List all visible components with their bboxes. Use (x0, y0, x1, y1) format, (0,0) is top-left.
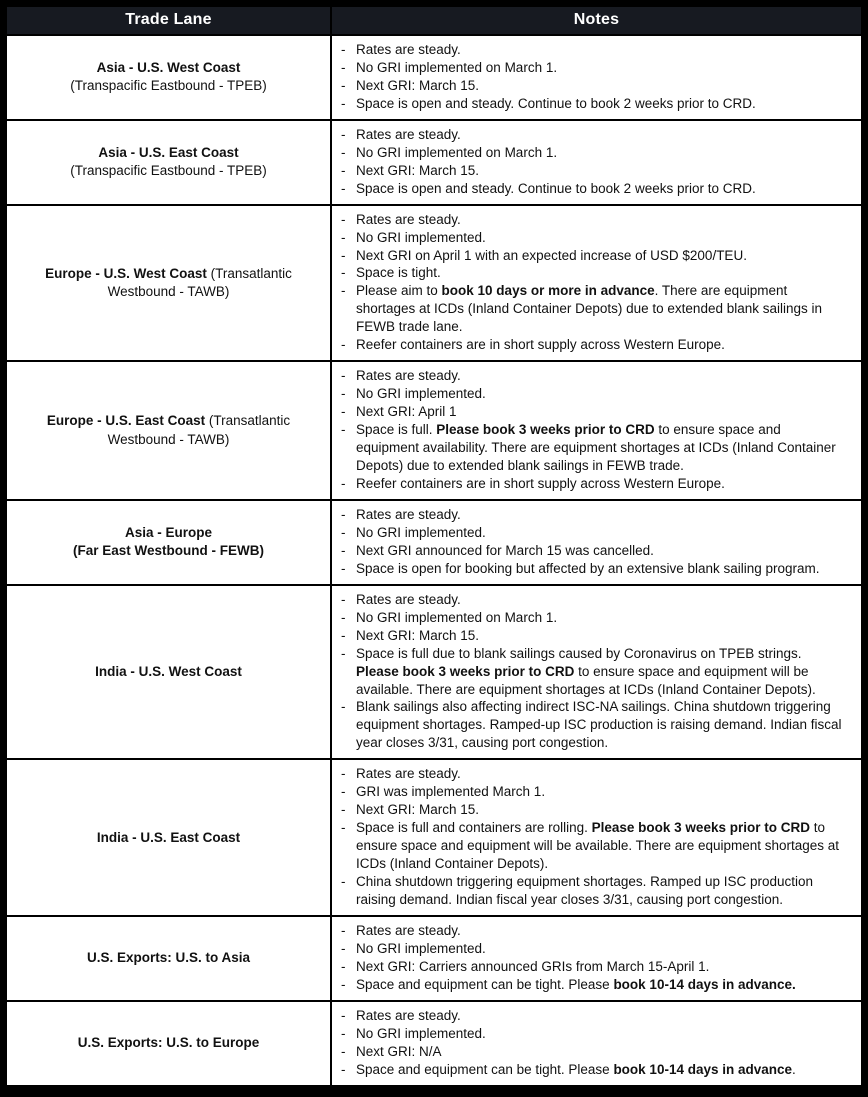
text: Reefer containers are in short supply across Western Europe. (356, 337, 725, 353)
note-item (341, 144, 847, 162)
notes-cell (331, 361, 862, 500)
table-row (6, 759, 862, 916)
notes-cell (331, 759, 862, 916)
note-item (341, 873, 847, 909)
note-text (356, 765, 847, 783)
note-text (356, 524, 847, 542)
trade-lane-title-line (29, 663, 308, 681)
trade-lane-cell (6, 500, 331, 585)
notes-cell (331, 585, 862, 760)
note-text (356, 41, 847, 59)
note-text (356, 922, 847, 940)
note-bullet: - (341, 1007, 346, 1023)
note-text (356, 180, 847, 198)
note-text (356, 144, 847, 162)
note-item (341, 367, 847, 385)
bold-text: book 10-14 days in advance. (613, 976, 796, 992)
note-item (341, 591, 847, 609)
column-header-trade-lane: Trade Lane (6, 6, 331, 35)
note-text (356, 403, 847, 421)
trade-lane-cell (6, 585, 331, 760)
text: Please aim to (356, 283, 442, 299)
note-bullet: - (341, 1043, 346, 1059)
notes-cell (331, 916, 862, 1001)
note-text (356, 542, 847, 560)
note-bullet: - (341, 337, 346, 353)
bold-text: Please book 3 weeks prior to CRD (436, 422, 655, 438)
note-text (356, 336, 847, 354)
note-item (341, 403, 847, 421)
note-bullet: - (341, 874, 346, 890)
bold-text: U.S. Exports: U.S. to Europe (77, 1035, 260, 1051)
note-bullet: - (341, 42, 346, 57)
note-item (341, 41, 847, 59)
trade-lane-title-line (29, 524, 308, 542)
note-bullet: - (341, 506, 346, 522)
bold-text: U.S. Exports: U.S. to Asia (86, 950, 251, 966)
bold-text: Please book 3 weeks prior to CRD (591, 820, 810, 836)
note-item (341, 475, 847, 493)
table-header (6, 6, 862, 35)
note-text (356, 367, 847, 385)
trade-lane-cell (6, 120, 331, 205)
note-text (356, 1007, 847, 1025)
note-text (356, 247, 847, 265)
note-bullet: - (341, 524, 346, 540)
text: Next GRI on April 1 with an expected increase of USD $200/TEU. (356, 247, 747, 263)
note-item (341, 336, 847, 354)
note-item (341, 645, 847, 699)
note-text (356, 1025, 847, 1043)
trade-lane-title-line (29, 144, 308, 162)
note-bullet: - (341, 940, 346, 956)
text: to ensure space and equipment availability. There are equipment shortages at ICDs (Inland Container Depots) due to extended blank sailings in FEWB trade. (356, 422, 836, 474)
note-item (341, 922, 847, 940)
note-item (341, 627, 847, 645)
text: China shutdown triggering equipment shortages. Ramped up ISC production raising demand. Indian fiscal year closes 3/31, causing port congestion. (356, 874, 814, 907)
note-item (341, 1007, 847, 1025)
text: Rates are steady. (356, 211, 461, 227)
bold-text: Asia - U.S. East Coast (98, 145, 239, 160)
note-item (341, 801, 847, 819)
table-row (6, 500, 862, 585)
bold-text: Asia - U.S. West Coast (96, 60, 241, 76)
note-item (341, 524, 847, 542)
text: to ensure space and equipment will be available. There are equipment shortages at ICDs (Inland Container Depots). (356, 663, 816, 697)
text: Space is full due to blank sailings caused by Coronavirus on TPEB strings. (356, 645, 802, 661)
trade-lane-cell (6, 361, 331, 500)
note-item (341, 264, 847, 282)
trade-lane-cell (6, 759, 331, 916)
note-item (341, 211, 847, 229)
text: No GRI implemented. (356, 940, 486, 956)
note-text (356, 282, 847, 336)
text: Rates are steady. (356, 591, 461, 607)
note-bullet: - (341, 609, 346, 625)
table-body (6, 35, 862, 1086)
text: Space is tight. (356, 265, 441, 281)
note-item (341, 819, 847, 873)
text: No GRI implemented on March 1. (356, 609, 558, 625)
note-item (341, 542, 847, 560)
note-text (356, 475, 847, 493)
text: Next GRI: March 15. (356, 77, 480, 93)
note-bullet: - (341, 766, 346, 782)
text: Space is open and steady. Continue to book 2 weeks prior to CRD. (356, 95, 756, 111)
text: No GRI implemented. (356, 229, 486, 245)
note-bullet: - (341, 422, 346, 438)
trade-lane-title-line (29, 412, 308, 448)
note-text (356, 421, 847, 475)
note-text (356, 560, 847, 578)
table-row (6, 585, 862, 760)
note-bullet: - (341, 699, 346, 715)
text: Space is open for booking but affected by an extensive blank sailing program. (356, 560, 820, 576)
trade-lane-title-line (29, 949, 308, 967)
note-text (356, 591, 847, 609)
note-text (356, 940, 847, 958)
note-text (356, 1043, 847, 1061)
note-item (341, 162, 847, 180)
table-row (6, 120, 862, 205)
trade-lane-cell (6, 205, 331, 362)
note-item (341, 609, 847, 627)
note-item (341, 229, 847, 247)
text: Space is full. (356, 422, 437, 438)
note-bullet: - (341, 229, 346, 245)
note-bullet: - (341, 211, 346, 227)
text: Next GRI: April 1 (356, 404, 457, 420)
notes-cell (331, 500, 862, 585)
bold-text: Europe - U.S. West Coast (45, 265, 207, 281)
bold-text: Please book 3 weeks prior to CRD (356, 663, 575, 679)
table-row (6, 35, 862, 120)
text: No GRI implemented. (356, 524, 486, 540)
text: (Transpacific Eastbound - TPEB) (70, 163, 267, 179)
text: GRI was implemented March 1. (356, 784, 546, 800)
note-item (341, 180, 847, 198)
note-text (356, 229, 847, 247)
note-bullet: - (341, 784, 346, 800)
note-bullet: - (341, 1025, 346, 1041)
note-item (341, 765, 847, 783)
trade-lane-title-line (29, 162, 308, 180)
notes-cell (331, 205, 862, 362)
note-text (356, 958, 847, 976)
trade-lane-title-line (29, 265, 308, 301)
bold-text: book 10-14 days in advance (613, 1061, 793, 1077)
note-item (341, 247, 847, 265)
note-text (356, 95, 847, 113)
note-bullet: - (341, 591, 346, 607)
text: No GRI implemented on March 1. (356, 144, 558, 160)
text: Rates are steady. (356, 506, 461, 522)
text: Space and equipment can be tight. Please (356, 976, 614, 992)
note-bullet: - (341, 820, 346, 836)
note-item (341, 126, 847, 144)
note-bullet: - (341, 542, 346, 558)
header-row (6, 6, 862, 35)
note-text (356, 59, 847, 77)
trade-lane-title-line (29, 1034, 308, 1052)
note-bullet: - (341, 126, 346, 142)
text: Next GRI announced for March 15 was cancelled. (356, 542, 654, 558)
bold-text: India - U.S. West Coast (95, 663, 242, 679)
note-bullet: - (341, 958, 346, 974)
note-item (341, 1061, 847, 1079)
note-bullet: - (341, 475, 346, 491)
text: No GRI implemented on March 1. (356, 59, 558, 75)
text: Next GRI: Carriers announced GRIs from March 15-April 1. (356, 958, 710, 974)
table-row (6, 205, 862, 362)
note-bullet: - (341, 1061, 346, 1077)
note-item (341, 958, 847, 976)
text: Next GRI: March 15. (356, 162, 480, 178)
note-text (356, 264, 847, 282)
text: Rates are steady. (356, 42, 461, 57)
note-item (341, 1025, 847, 1043)
note-item (341, 940, 847, 958)
note-item (341, 783, 847, 801)
text: (Transatlantic Westbound - TAWB) (107, 413, 291, 447)
bold-text: Asia - Europe (124, 525, 213, 541)
note-bullet: - (341, 59, 346, 75)
notes-cell (331, 1001, 862, 1086)
note-item (341, 385, 847, 403)
note-text (356, 801, 847, 819)
note-text (356, 211, 847, 229)
note-item (341, 698, 847, 752)
note-item (341, 506, 847, 524)
trade-lane-title-line (29, 542, 308, 560)
text: (Transpacific Eastbound - TPEB) (70, 78, 267, 94)
trade-lane-title-line (29, 829, 308, 847)
text: Reefer containers are in short supply across Western Europe. (356, 475, 725, 491)
note-bullet: - (341, 802, 346, 818)
text: (Transatlantic Westbound - TAWB) (107, 265, 292, 299)
text: Next GRI: March 15. (356, 802, 480, 818)
note-bullet: - (341, 386, 346, 402)
note-bullet: - (341, 162, 346, 178)
text: Space is open and steady. Continue to book 2 weeks prior to CRD. (356, 180, 756, 196)
note-bullet: - (341, 368, 346, 384)
note-bullet: - (341, 976, 346, 992)
note-text (356, 506, 847, 524)
text: Rates are steady. (356, 126, 461, 142)
note-bullet: - (341, 77, 346, 93)
note-item (341, 77, 847, 95)
trade-lane-cell (6, 35, 331, 120)
note-item (341, 282, 847, 336)
note-bullet: - (341, 922, 346, 938)
table-row (6, 1001, 862, 1086)
table-row (6, 361, 862, 500)
trade-lane-table (5, 5, 863, 1087)
note-text (356, 162, 847, 180)
notes-cell (331, 120, 862, 205)
text: Next GRI: March 15. (356, 627, 480, 643)
note-bullet: - (341, 265, 346, 281)
note-text (356, 645, 847, 699)
note-item (341, 560, 847, 578)
trade-lane-cell (6, 1001, 331, 1086)
trade-lane-cell (6, 916, 331, 1001)
text: Next GRI: N/A (356, 1043, 442, 1059)
note-item (341, 976, 847, 994)
note-bullet: - (341, 560, 346, 576)
note-text (356, 698, 847, 752)
text: . (792, 1061, 796, 1077)
text: Space is full and containers are rolling. (356, 820, 592, 836)
note-text (356, 1061, 847, 1079)
note-bullet: - (341, 283, 346, 299)
note-text (356, 819, 847, 873)
bold-text: (Far East Westbound - FEWB) (73, 543, 264, 559)
note-bullet: - (341, 404, 346, 420)
note-bullet: - (341, 247, 346, 263)
text: Rates are steady. (356, 1007, 461, 1023)
note-text (356, 609, 847, 627)
trade-lane-title-line (29, 77, 308, 95)
note-item (341, 59, 847, 77)
note-bullet: - (341, 627, 346, 643)
text: Rates are steady. (356, 368, 461, 384)
note-item (341, 95, 847, 113)
trade-lane-title-line (29, 59, 308, 77)
note-text (356, 627, 847, 645)
note-bullet: - (341, 144, 346, 160)
text: Rates are steady. (356, 766, 461, 782)
note-text (356, 126, 847, 144)
note-text (356, 976, 847, 994)
note-text (356, 783, 847, 801)
bold-text: India - U.S. East Coast (96, 829, 241, 845)
table-row (6, 916, 862, 1001)
text: No GRI implemented. (356, 386, 486, 402)
note-text (356, 873, 847, 909)
text: Space and equipment can be tight. Please (356, 1061, 614, 1077)
note-bullet: - (341, 645, 346, 661)
note-text (356, 77, 847, 95)
text: to ensure space and equipment will be available. There are equipment shortages at ICDs (Inland Container Depots). (356, 820, 840, 872)
note-text (356, 385, 847, 403)
bold-text: book 10 days or more in advance (441, 283, 655, 299)
note-item (341, 1043, 847, 1061)
note-item (341, 421, 847, 475)
text: Blank sailings also affecting indirect ISC-NA sailings. China shutdown triggering equipment shortages. Ramped-up ISC production is raising demand. Indian fiscal year closes 3/31, causing port congestion. (356, 699, 842, 751)
text: . There are equipment shortages at ICDs (Inland Container Depots) due to extended blank sailings in FEWB trade lane. (356, 283, 823, 335)
column-header-notes: Notes (331, 6, 862, 35)
text: Rates are steady. (356, 922, 461, 938)
note-bullet: - (341, 180, 346, 196)
text: No GRI implemented. (356, 1025, 486, 1041)
notes-cell (331, 35, 862, 120)
note-bullet: - (341, 95, 346, 111)
bold-text: Europe - U.S. East Coast (46, 413, 206, 429)
